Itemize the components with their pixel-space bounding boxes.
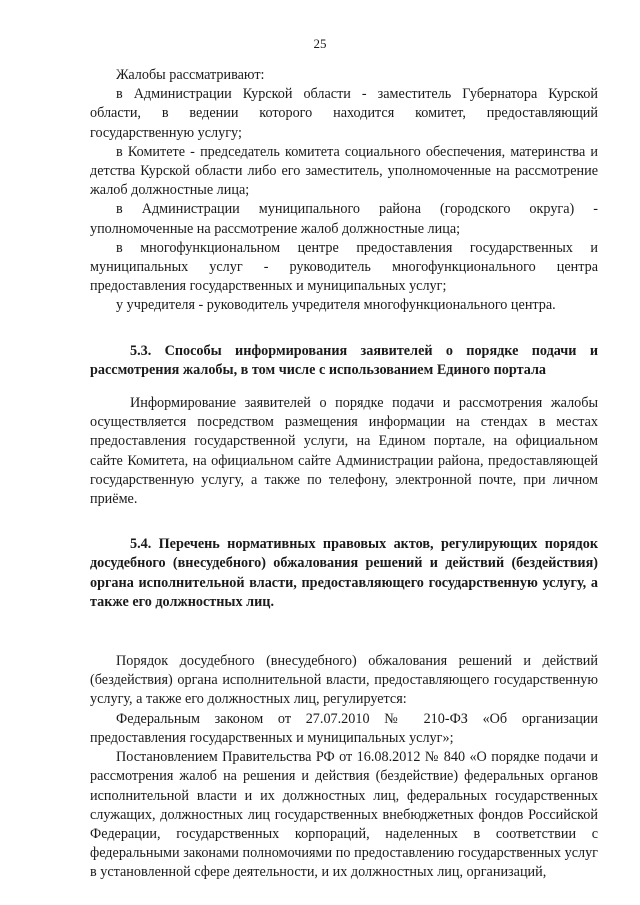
section-5-3-heading: 5.3. Способы информирования заявителей о порядке подачи и рассмотрения жалобы, в том числе с использованием Единого портала: [90, 342, 598, 378]
document-body: [90, 66, 598, 883]
page-number: 25: [313, 36, 327, 51]
section-5-4-heading: 5.4. Перечень нормативных правовых актов, регулирующих порядок досудебного (внесудебного) обжалования решений и действий (бездействия) органа исполнительной власти, предоставляющего государственную услугу, а также его должностных лиц.: [90, 536, 598, 610]
complaints-intro: Жалобы рассматривают:: [116, 67, 265, 83]
complaint-item-mfc: в многофункциональном центре предоставления государственных и муниципальных услуг - руководитель многофункционального центра предоставления государственных и муниципальных услуг;: [90, 239, 598, 295]
section-5-4-paragraph-intro: Порядок досудебного (внесудебного) обжалования решений и действий (бездействия) органа исполнительной власти, предоставляющего государственную услугу, а также его должностных лиц, регулируется:: [90, 653, 598, 708]
complaint-item-municipal-admin: в Администрации муниципального района (городского округа) - уполномоченные на рассмотрение жалоб должностные лица;: [90, 201, 598, 237]
complaint-item-regional-admin: в Администрации Курской области - заместитель Губернатора Курской области, в ведении которого находится комитет, предоставляющий государственную услугу;: [90, 86, 598, 141]
section-5-4-paragraph-federal-law: Федеральным законом от 27.07.2010 № 210-ФЗ «Об организации предоставления государственных и муниципальных услуг»;: [90, 710, 598, 746]
complaint-item-founder: у учредителя - руководитель учредителя многофункционального центра.: [116, 297, 556, 314]
complaint-item-committee: в Комитете - председатель комитета социального обеспечения, материнства и детства Курской области либо его заместитель, уполномоченные на рассмотрение жалоб должностные лица;: [90, 143, 598, 199]
section-5-3-text: Информирование заявителей о порядке подачи и рассмотрения жалобы осуществляется посредством размещения информации на стендах в местах предоставления государственной услуги, на Едином портале, на официальном сайте Комитета, на официальном сайте Администрации района, предоставляющей государственную услугу, а также по телефону, электронной почте, при личном приёме.: [90, 395, 598, 508]
section-5-4-paragraph-government-decree: Постановлением Правительства РФ от 16.08.2012 № 840 «О порядке подачи и рассмотрения жалоб на решения и действия (бездействие) федеральных органов исполнительной власти и их должностных лиц, федеральных государственных служащих, должностных лиц государственных внебюджетных фондов Российской Федерации, государственных корпораций, наделенных в соответствии с федеральными законами полномочиями по предоставлению государственных услуг в установленной сфере деятельности, и их должностных лиц, организаций,: [90, 749, 598, 881]
